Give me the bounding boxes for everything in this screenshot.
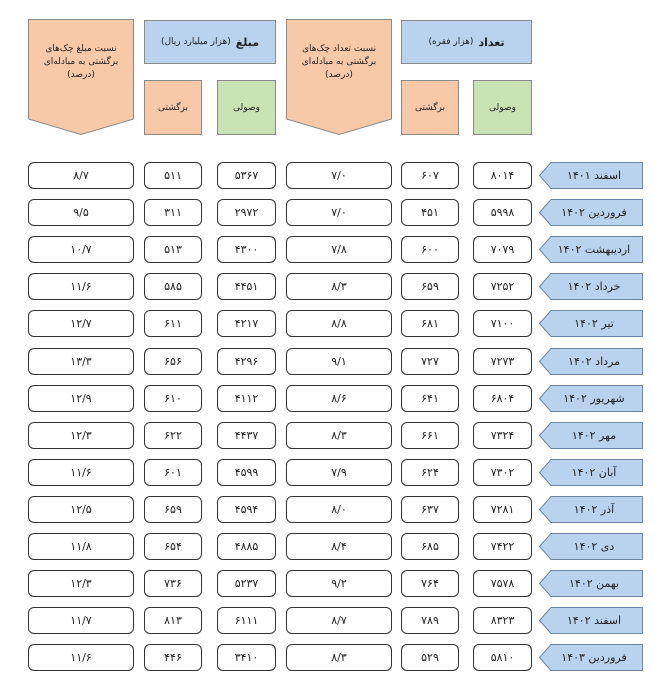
amount-ratio-line3: (درصد) — [67, 70, 95, 80]
cell-amount-received: ۴۴۵۱ — [217, 273, 276, 300]
cell-amount-received: ۴۵۹۹ — [217, 459, 276, 486]
cell-count-received: ۶۸۰۴ — [473, 385, 532, 412]
row-label-month — [539, 644, 643, 671]
row-label-month — [539, 199, 643, 226]
cell-count-ratio: ۷/۰ — [286, 162, 392, 189]
row-label-month — [539, 570, 643, 597]
cell-count-ratio: ۸/۶ — [286, 385, 392, 412]
header-amount-ratio — [28, 19, 134, 135]
cell-count-returned: ۶۵۹ — [401, 273, 459, 300]
month-label: دی ۱۴۰۲ — [573, 540, 615, 553]
cell-amount-received: ۴۴۳۷ — [217, 422, 276, 449]
cell-count-returned: ۷۲۷ — [401, 348, 459, 375]
count-unit: (هزار فقره) — [428, 37, 474, 47]
row-label-month — [539, 385, 643, 412]
cell-count-ratio: ۷/۹ — [286, 459, 392, 486]
cell-amount-ratio: ۱۱/۷ — [28, 607, 134, 634]
cell-amount-ratio: ۱۲/۵ — [28, 496, 134, 523]
cell-amount-ratio: ۱۲/۳ — [28, 570, 134, 597]
cell-count-received: ۵۸۱۰ — [473, 644, 532, 671]
cell-amount-ratio: ۱۲/۷ — [28, 310, 134, 337]
cell-count-ratio: ۷/۸ — [286, 236, 392, 263]
cell-amount-ratio: ۱۲/۳ — [28, 422, 134, 449]
cell-amount-received: ۴۸۸۵ — [217, 533, 276, 560]
cell-amount-ratio: ۱۱/۶ — [28, 273, 134, 300]
cell-amount-returned: ۶۱۱ — [144, 310, 202, 337]
cell-count-ratio: ۸/۰ — [286, 496, 392, 523]
cell-count-ratio: ۸/۸ — [286, 310, 392, 337]
cell-count-received: ۷۲۷۳ — [473, 348, 532, 375]
row-label-month — [539, 607, 643, 634]
cell-count-returned: ۷۸۹ — [401, 607, 459, 634]
cell-count-returned: ۶۰۰ — [401, 236, 459, 263]
row-label-month — [539, 310, 643, 337]
row-label-month — [539, 273, 643, 300]
amount-returned-label: برگشتی — [157, 102, 188, 113]
cell-amount-ratio: ۱۱/۸ — [28, 533, 134, 560]
cell-amount-returned: ۶۵۴ — [144, 533, 202, 560]
count-title: تعداد — [478, 35, 505, 49]
cell-amount-received: ۶۱۱۱ — [217, 607, 276, 634]
amount-ratio-line1: نسبت مبلغ چک‌های — [45, 44, 117, 54]
cell-amount-received: ۴۱۱۲ — [217, 385, 276, 412]
cell-count-received: ۸۰۱۴ — [473, 162, 532, 189]
count-returned-label: برگشتی — [414, 102, 445, 113]
row-label-month — [539, 496, 643, 523]
cell-amount-received: ۳۴۱۰ — [217, 644, 276, 671]
month-label: اردیبهشت ۱۴۰۲ — [557, 243, 631, 256]
cell-count-returned: ۶۸۵ — [401, 533, 459, 560]
cell-amount-returned: ۵۸۵ — [144, 273, 202, 300]
row-label-month — [539, 348, 643, 375]
cell-count-returned: ۷۶۴ — [401, 570, 459, 597]
cell-count-received: ۷۴۲۲ — [473, 533, 532, 560]
cell-amount-returned: ۸۱۳ — [144, 607, 202, 634]
cell-count-ratio: ۹/۱ — [286, 348, 392, 375]
cell-amount-ratio: ۱۱/۶ — [28, 459, 134, 486]
cell-amount-returned: ۵۱۱ — [144, 162, 202, 189]
amount-ratio-line2: برگشتی به مبادله‌ای — [43, 57, 119, 67]
count-ratio-line2: برگشتی به مبادله‌ای — [301, 57, 377, 67]
cell-amount-ratio: ۸/۷ — [28, 162, 134, 189]
cell-amount-received: ۴۳۰۰ — [217, 236, 276, 263]
amount-title: مبلغ — [235, 35, 260, 49]
cell-amount-returned: ۳۱۱ — [144, 199, 202, 226]
header-count — [401, 20, 532, 64]
cell-count-received: ۷۲۸۱ — [473, 496, 532, 523]
cell-amount-returned: ۶۱۰ — [144, 385, 202, 412]
month-label: فروردین ۱۴۰۳ — [561, 651, 627, 664]
header-count-ratio — [286, 19, 392, 135]
month-label: خرداد ۱۴۰۲ — [567, 280, 621, 293]
row-label-month — [539, 459, 643, 486]
amount-received-label: وصولی — [233, 102, 260, 113]
cell-count-ratio: ۸/۷ — [286, 607, 392, 634]
cell-count-received: ۷۳۲۴ — [473, 422, 532, 449]
cell-amount-returned: ۴۴۶ — [144, 644, 202, 671]
cell-count-received: ۷۰۷۹ — [473, 236, 532, 263]
cell-count-ratio: ۸/۳ — [286, 422, 392, 449]
cell-amount-ratio: ۱۳/۳ — [28, 348, 134, 375]
cell-amount-received: ۵۳۶۷ — [217, 162, 276, 189]
header-amount — [144, 20, 276, 64]
cell-count-returned: ۶۳۷ — [401, 496, 459, 523]
month-label: تیر ۱۴۰۲ — [574, 317, 614, 330]
cell-amount-returned: ۶۵۹ — [144, 496, 202, 523]
cell-count-returned: ۶۶۱ — [401, 422, 459, 449]
cell-count-ratio: ۹/۲ — [286, 570, 392, 597]
cell-count-ratio: ۸/۳ — [286, 273, 392, 300]
cell-amount-ratio: ۹/۵ — [28, 199, 134, 226]
cell-amount-returned: ۷۳۶ — [144, 570, 202, 597]
cell-amount-received: ۲۹۷۲ — [217, 199, 276, 226]
cell-count-received: ۸۳۲۳ — [473, 607, 532, 634]
month-label: مهر ۱۴۰۲ — [571, 429, 617, 442]
cell-amount-returned: ۶۵۶ — [144, 348, 202, 375]
count-ratio-line3: (درصد) — [325, 70, 353, 80]
cell-amount-ratio: ۱۱/۶ — [28, 644, 134, 671]
cell-amount-returned: ۶۲۲ — [144, 422, 202, 449]
month-label: بهمن ۱۴۰۲ — [569, 577, 620, 590]
month-label: اسفند ۱۴۰۲ — [566, 614, 622, 627]
cell-count-received: ۷۲۵۲ — [473, 273, 532, 300]
cell-count-returned: ۵۲۹ — [401, 644, 459, 671]
month-label: آذر ۱۴۰۲ — [573, 503, 615, 516]
cell-amount-received: ۴۵۹۴ — [217, 496, 276, 523]
cell-count-received: ۷۵۷۸ — [473, 570, 532, 597]
header-amount-received — [217, 80, 276, 135]
cell-amount-received: ۵۲۳۷ — [217, 570, 276, 597]
row-label-month — [539, 162, 643, 189]
cell-amount-received: ۴۲۱۷ — [217, 310, 276, 337]
cell-count-returned: ۶۴۱ — [401, 385, 459, 412]
cell-count-returned: ۴۵۱ — [401, 199, 459, 226]
cell-count-returned: ۶۸۱ — [401, 310, 459, 337]
header-count-returned — [401, 80, 459, 135]
cell-amount-ratio: ۱۲/۹ — [28, 385, 134, 412]
header-amount-returned — [144, 80, 202, 135]
month-label: فروردین ۱۴۰۲ — [561, 206, 627, 219]
row-label-month — [539, 236, 643, 263]
cell-amount-returned: ۵۱۳ — [144, 236, 202, 263]
cell-count-returned: ۶۲۴ — [401, 459, 459, 486]
month-label: اسفند ۱۴۰۱ — [566, 169, 622, 182]
cell-amount-ratio: ۱۰/۷ — [28, 236, 134, 263]
month-label: آبان ۱۴۰۲ — [571, 466, 617, 479]
cell-amount-returned: ۶۰۱ — [144, 459, 202, 486]
cell-count-returned: ۶۰۷ — [401, 162, 459, 189]
cell-count-ratio: ۷/۰ — [286, 199, 392, 226]
cell-count-received: ۷۱۰۰ — [473, 310, 532, 337]
cell-count-ratio: ۸/۴ — [286, 533, 392, 560]
month-label: مرداد ۱۴۰۲ — [568, 355, 620, 368]
cell-count-ratio: ۸/۳ — [286, 644, 392, 671]
row-label-month — [539, 422, 643, 449]
cell-amount-received: ۴۲۹۶ — [217, 348, 276, 375]
amount-unit: (هزار میلیارد ریال) — [160, 37, 231, 47]
row-label-month — [539, 533, 643, 560]
count-received-label: وصولی — [489, 102, 516, 113]
month-label: شهریور ۱۴۰۲ — [563, 392, 625, 405]
header-count-received — [473, 80, 532, 135]
count-ratio-line1: نسبت تعداد چک‌های — [301, 44, 377, 54]
cell-count-received: ۵۹۹۸ — [473, 199, 532, 226]
cell-count-received: ۷۳۰۲ — [473, 459, 532, 486]
